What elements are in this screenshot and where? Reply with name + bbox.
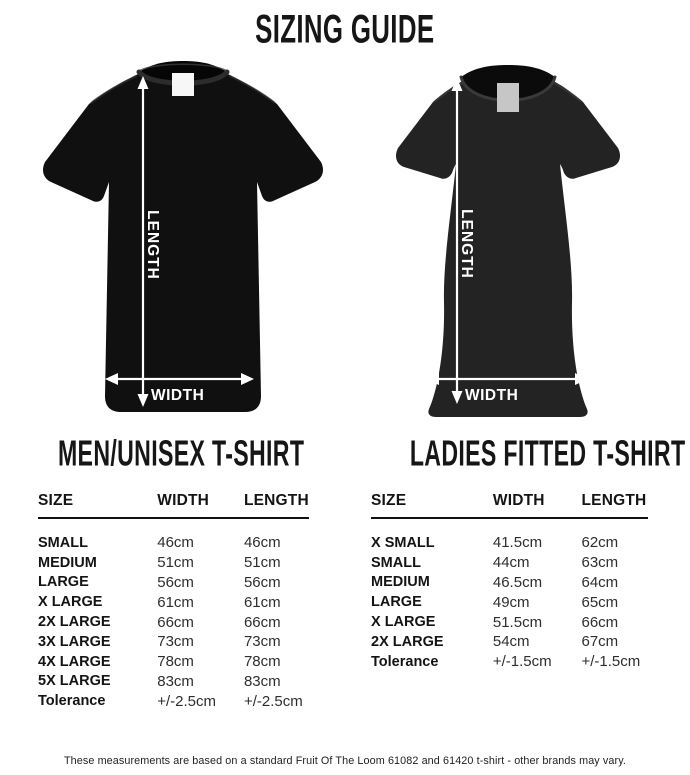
size-cell: Tolerance [371, 653, 439, 670]
ladies-width-arrowhead-right [575, 373, 588, 385]
width-cell: 51cm [157, 554, 194, 572]
column-header: WIDTH [157, 492, 210, 509]
length-cell: 62cm [581, 534, 619, 552]
length-cell: 56cm [243, 573, 281, 591]
length-cell: 46cm [243, 534, 281, 552]
size-cell: LARGE [371, 594, 422, 611]
ladies-length-label: LENGTH [457, 209, 475, 279]
width-cell: +/-2.5cm [157, 692, 217, 710]
length-cell: 64cm [581, 573, 619, 591]
length-cell: 63cm [581, 554, 619, 572]
table-row [371, 632, 648, 652]
mens-width-label: WIDTH [150, 387, 204, 404]
ladies-width-arrowhead-left [426, 373, 439, 385]
width-cell: 56cm [157, 573, 194, 591]
mens-table-heading [0, 434, 345, 474]
table-row [371, 612, 648, 632]
table-row [38, 592, 309, 612]
mens-shirt-body [43, 66, 323, 412]
length-cell: 67cm [581, 633, 619, 651]
width-cell: +/-1.5cm [492, 653, 552, 671]
table-body [371, 519, 648, 672]
page-title-text: SIZING GUIDE [255, 7, 435, 53]
table-row [38, 691, 309, 711]
length-cell: 73cm [243, 633, 281, 651]
size-cell: 2X LARGE [371, 633, 444, 650]
length-cell: 65cm [581, 593, 619, 611]
shirt-diagrams [0, 58, 690, 430]
length-cell: 83cm [243, 672, 281, 690]
table-row [38, 632, 309, 652]
size-cell: X LARGE [371, 614, 436, 631]
length-cell: +/-2.5cm [243, 692, 303, 710]
width-cell: 73cm [157, 633, 194, 651]
size-cell: MEDIUM [38, 554, 97, 571]
width-cell: 61cm [157, 593, 194, 611]
mens-length-label: LENGTH [143, 210, 161, 280]
ladies-table-heading [345, 434, 690, 474]
mens-table-heading-text: MEN/UNISEX T-SHIRT [57, 433, 305, 475]
width-cell: 46.5cm [492, 573, 543, 591]
size-cell: Tolerance [38, 693, 106, 710]
length-cell: 78cm [243, 653, 281, 671]
mens-neck-label [172, 73, 194, 96]
table-row [38, 553, 309, 573]
size-cell: SMALL [38, 534, 88, 551]
size-cell: MEDIUM [371, 574, 430, 591]
ladies-shirt-illustration [358, 58, 658, 430]
size-cell: X SMALL [371, 534, 435, 551]
size-cell: 2X LARGE [38, 614, 111, 631]
size-cell: 4X LARGE [38, 653, 111, 670]
width-cell: 83cm [157, 672, 194, 690]
length-cell: +/-1.5cm [581, 653, 641, 671]
page-title [0, 8, 690, 52]
ladies-width-label: WIDTH [464, 387, 518, 404]
table-row [371, 652, 648, 672]
width-cell: 78cm [157, 653, 194, 671]
ladies-size-table [345, 492, 690, 711]
mens-shirt-illustration [33, 58, 333, 430]
width-cell: 51.5cm [492, 613, 543, 631]
width-cell: 66cm [157, 613, 194, 631]
table-row [38, 672, 309, 692]
table-row [38, 652, 309, 672]
length-cell: 66cm [581, 613, 619, 631]
width-cell: 46cm [157, 534, 194, 552]
table-header-row [38, 492, 309, 519]
section-headings [0, 434, 690, 474]
length-cell: 51cm [243, 554, 281, 572]
width-cell: 41.5cm [492, 534, 543, 552]
size-cell: 5X LARGE [38, 673, 111, 690]
size-tables [0, 492, 690, 711]
width-cell: 44cm [492, 554, 530, 572]
ladies-table-heading-text: LADIES FITTED T-SHIRT [409, 433, 686, 475]
width-cell: 54cm [492, 633, 530, 651]
table-row [371, 533, 648, 553]
size-cell: LARGE [38, 574, 89, 591]
ladies-shirt-diagram [345, 58, 670, 430]
column-header: SIZE [38, 492, 74, 509]
table-row [371, 592, 648, 612]
table-row [371, 573, 648, 593]
table-row [371, 553, 648, 573]
table-row [38, 612, 309, 632]
table-body [38, 519, 309, 711]
column-header: LENGTH [243, 492, 309, 509]
length-cell: 66cm [243, 613, 281, 631]
width-cell: 49cm [492, 593, 530, 611]
size-cell: X LARGE [38, 594, 103, 611]
size-cell: SMALL [371, 554, 421, 571]
table-row [38, 533, 309, 553]
ladies-neck-label [497, 83, 519, 112]
column-header: SIZE [371, 492, 407, 509]
column-header: WIDTH [492, 492, 545, 509]
footer-disclaimer: These measurements are based on a standard Fruit Of The Loom 61082 and 61420 t-shirt - other brands may vary. [63, 755, 627, 767]
mens-shirt-diagram [20, 58, 345, 430]
size-cell: 3X LARGE [38, 633, 111, 650]
column-header: LENGTH [581, 492, 647, 509]
length-cell: 61cm [243, 593, 281, 611]
table-header-row [371, 492, 648, 519]
ladies-shirt-body [396, 70, 620, 417]
table-row [38, 573, 309, 593]
mens-size-table [0, 492, 345, 711]
